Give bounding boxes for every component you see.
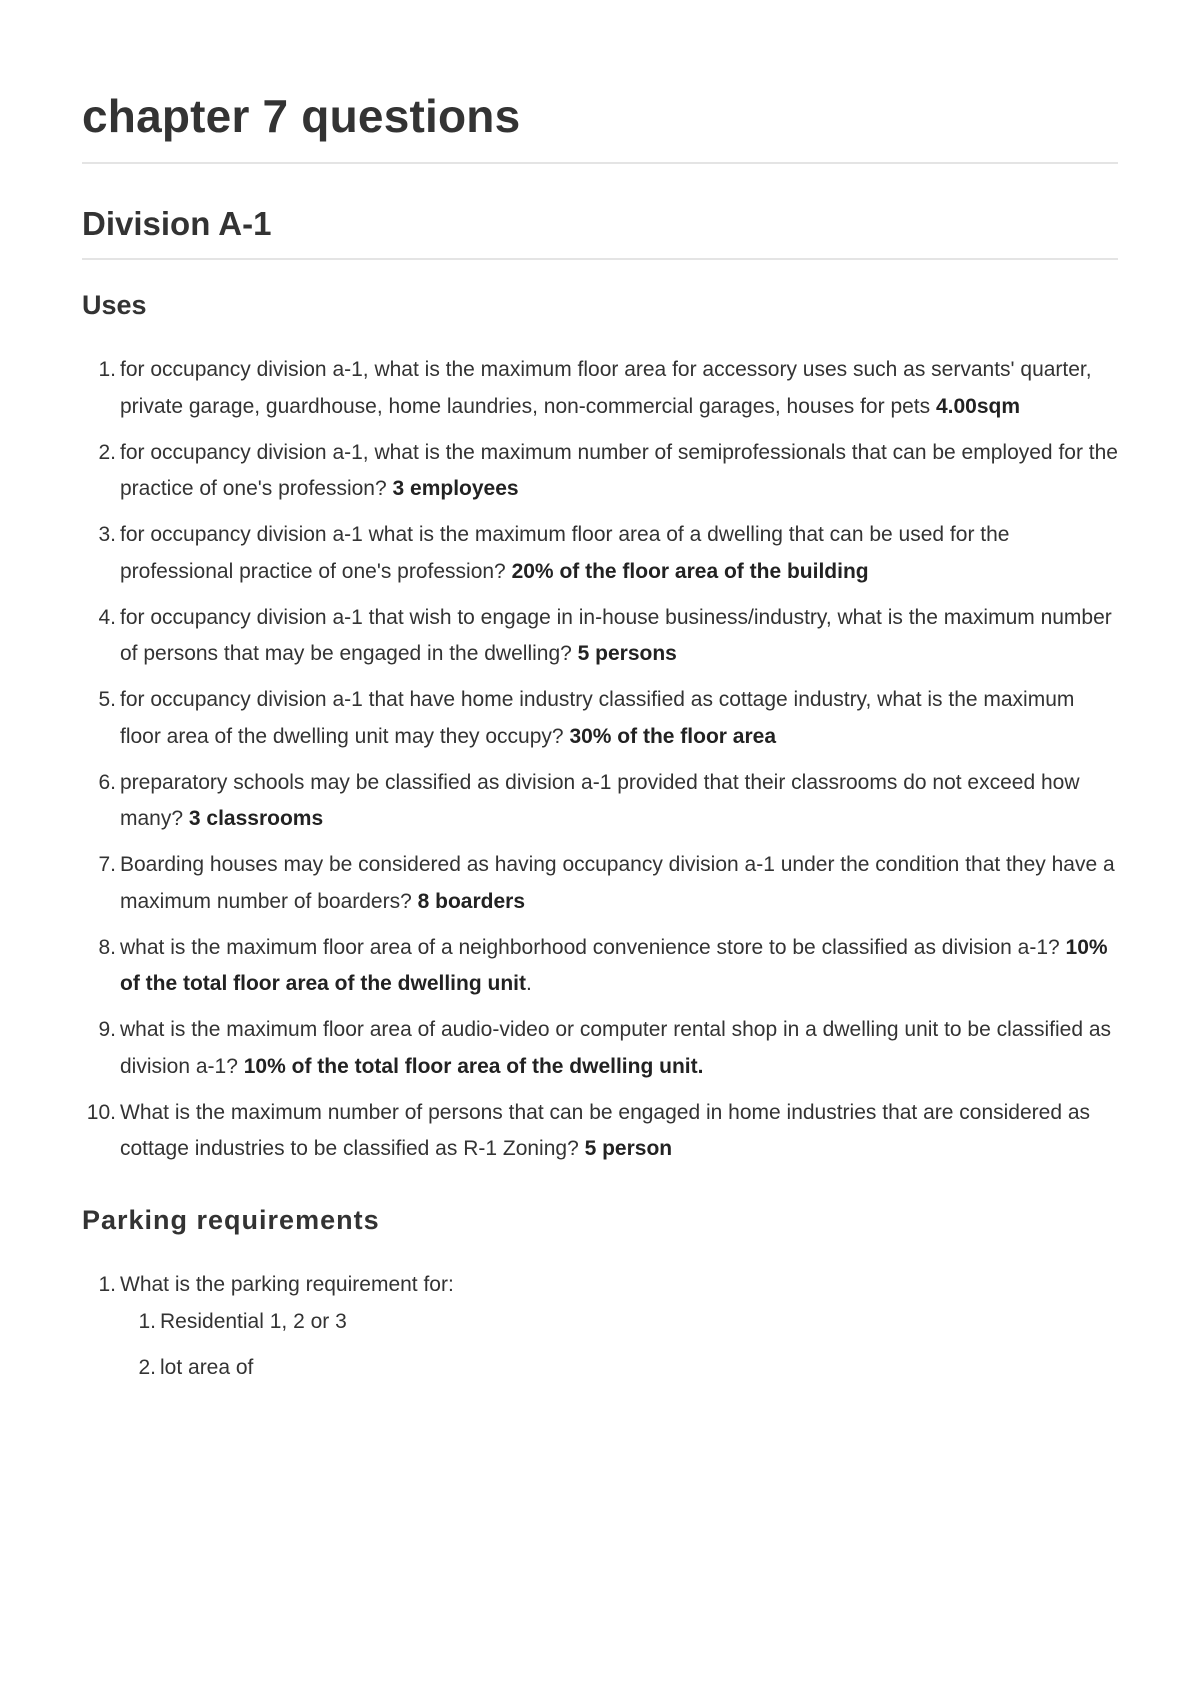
list-number: 2. [138,1355,156,1379]
list-number: 8. [98,935,116,959]
answer-text: 4.00sqm [935,394,1021,418]
question-text: for occupancy division a-1 that have home industry classified as cottage industry, what is the maximum floor area of the dwelling unit may they occupy? [120,688,1075,748]
list-number: 1. [138,1309,156,1333]
question-text: what is the maximum floor area of a neighborhood convenience store to be classified as division a-1? [120,935,1060,959]
list-number: 9. [98,1018,116,1041]
question-text: What is the parking requirement for: [120,1273,454,1296]
list-number: 4. [98,605,116,629]
question-text: for occupancy division a-1, what is the maximum number of semiprofessionals that can be employed for the practice of one's profession? [120,440,1118,500]
question-text: preparatory schools may be classified as division a-1 provided that their classrooms do not exceed how many? [120,770,1080,830]
list-item [82,765,1118,838]
list-item [82,1267,1118,1386]
answer-text: 5 person [584,1137,673,1160]
question-text: Boarding houses may be considered as having occupancy division a-1 under the condition that they have a maximum number of boarders? [120,853,1115,913]
list-item [82,435,1118,508]
answer-text: 10% of the total floor area of the dwelling unit [120,935,1108,995]
sub-item-text: lot area of [160,1355,254,1379]
list-item [82,517,1118,590]
parking-heading: Parking requirements [82,1205,380,1235]
list-item [82,1095,1118,1168]
page-title: chapter 7 questions [82,90,521,142]
sub-list-item [120,1350,1118,1387]
list-number: 10. [86,1100,116,1124]
list-number: 1. [98,358,116,381]
list-item [82,352,1118,425]
list-item [82,1012,1118,1085]
sub-item-text: Residential 1, 2 or 3 [160,1309,347,1333]
answer-text: 3 employees [392,477,519,500]
answer-text: 20% of the floor area of the building [511,559,869,583]
uses-question-list [82,352,1118,1168]
answer-tail: . [526,972,532,995]
parking-question-list [82,1267,1118,1386]
list-number: 3. [98,523,116,546]
list-item [82,682,1118,755]
question-text: for occupancy division a-1 what is the maximum floor area of a dwelling that can be used for the professional practice of one's profession? [120,523,1010,583]
list-item [82,930,1118,1003]
answer-text: 8 boarders [417,889,526,913]
answer-text: 10% of the total floor area of the dwelling unit. [243,1054,704,1078]
list-number: 7. [98,853,116,876]
sub-list-item [120,1304,1118,1341]
question-text: for occupancy division a-1, what is the maximum floor area for accessory uses such as servants' quarter, private garage, guardhouse, home laundries, non-commercial garages, houses for pets [120,358,1092,418]
list-number: 6. [98,770,116,794]
uses-heading: Uses [82,290,147,320]
list-item [82,847,1118,920]
question-text: what is the maximum floor area of audio-video or computer rental shop in a dwelling unit to be classified as division a-1? [120,1018,1112,1078]
list-item [82,600,1118,673]
list-number: 5. [98,688,116,711]
sub-list [120,1304,1118,1387]
question-text: for occupancy division a-1 that wish to engage in in-house business/industry, what is the maximum number of persons that may be engaged in the dwelling? [120,605,1112,665]
list-number: 2. [98,440,116,464]
answer-text: 5 persons [577,642,677,665]
question-text: What is the maximum number of persons that can be engaged in home industries that are considered as cottage industries to be classified as R-1 Zoning? [120,1100,1091,1160]
list-number: 1. [98,1273,116,1296]
answer-text: 30% of the floor area [569,724,776,748]
answer-text: 3 classrooms [188,807,324,830]
section-heading: Division A-1 [82,205,272,242]
